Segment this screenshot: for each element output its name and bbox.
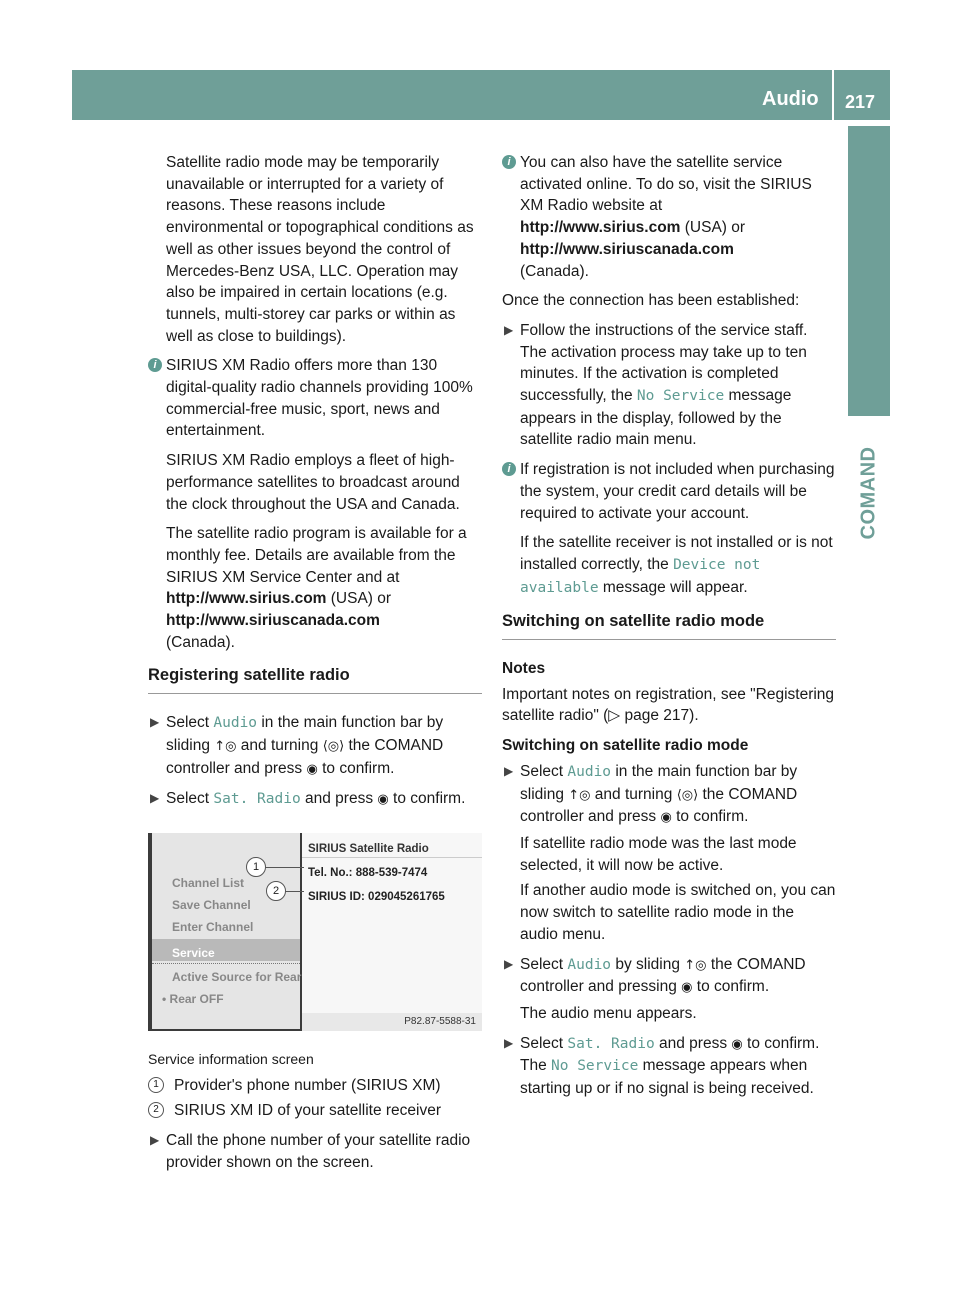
info-icon: i <box>502 155 516 169</box>
turn-icon: ⟨◎⟩ <box>322 738 345 754</box>
info-block-online: i You can also have the satellite service activated online. To do so, visit the SIRIUS XM Radio website at http://www.sirius.com (USA) or http://www.siriuscanada.com (Canada). <box>502 152 836 282</box>
callout-1: 1 <box>246 857 266 877</box>
menu-item-channel-list: Channel List <box>172 875 245 890</box>
screen-sirius-id: SIRIUS ID: 029045261765 <box>308 890 445 903</box>
info-icon: i <box>148 358 162 372</box>
press-icon: ◉ <box>681 980 693 996</box>
url-siriuscanada[interactable]: http://www.siriuscanada.com <box>520 240 734 258</box>
info-block-sirius <box>148 355 482 653</box>
step-call-provider: ▶ Call the phone number of your satellite radio provider shown on the screen. <box>150 1132 471 1171</box>
service-info-screen <box>148 833 482 1031</box>
notes-text: Important notes on registration, see "Registering satellite radio" (▷ page 217). <box>502 685 835 725</box>
menu-item-active-source: Active Source for Rear <box>172 969 302 984</box>
info-icon: i <box>502 462 516 476</box>
url-line: http://www.sirius.com (USA) or <box>166 590 392 608</box>
page-number: 217 <box>845 92 876 112</box>
info-block-registration: i If registration is not included when purchasing the system, your credit card details will be required to activate your account. If the satellite receiver is not installed or is not installed correctly, the Device not available message will appear. <box>502 459 836 599</box>
callout-line-2 <box>284 891 304 892</box>
paragraph-availability: Satellite radio mode may be temporarily unavailable or interrupted for a variety of reasons. These reasons include environmental or topographical conditions as well as other issues beyond the control of Mercedes-Benz USA, LLC. Operation may also be impaired in certain locations (e.g. tunnels, multi-storey car parks or within as well as close to buildings). <box>166 154 474 345</box>
side-tab <box>848 126 890 416</box>
legend-item-2: 2 SIRIUS XM ID of your satellite receiver <box>148 1100 482 1122</box>
heading-switching-on: Switching on satellite radio mode <box>502 611 836 640</box>
step-arrow-icon: ▶ <box>504 1035 514 1050</box>
paragraph-once-connected: Once the connection has been established: <box>502 292 800 310</box>
menu-item-rear-off: • Rear OFF <box>162 991 224 1006</box>
right-column <box>502 152 836 1108</box>
left-column <box>148 152 482 1182</box>
step-follow-instructions: ▶ Follow the instructions of the service staff. The activation process may take up to ten minutes. If the activation is completed successfully, the No Service message appears in the display, followed by the satellite radio main menu. <box>504 321 808 449</box>
step-select-audio-slide: ▶ Select Audio by sliding ↑◎ the COMAND controller and pressing ◉ to confirm. The audio menu appears. <box>504 955 806 1022</box>
callout-2: 2 <box>266 881 286 901</box>
section-title: Audio <box>762 88 819 110</box>
screen-title: SIRIUS Satellite Radio <box>308 842 429 855</box>
menu-item-service-selected: Service <box>152 939 300 961</box>
url-sirius[interactable]: http://www.sirius.com <box>166 590 327 608</box>
step-arrow-icon: ▶ <box>504 322 514 337</box>
step-arrow-icon: ▶ <box>150 715 160 730</box>
info-text: SIRIUS XM Radio employs a fleet of high-performance satellites to broadcast around the clock throughout the USA and Canada. <box>166 452 460 513</box>
info-text: The satellite radio program is available for a monthly fee. Details are available from the SIRIUS XM Service Center and at <box>166 525 467 586</box>
legend-item-1: 1 Provider's phone number (SIRIUS XM) <box>148 1075 482 1097</box>
side-label: COMAND <box>857 446 880 540</box>
sub-heading-switching-on: Switching on satellite radio mode <box>502 737 749 755</box>
screen-menu-panel <box>152 833 300 1029</box>
step-select-audio: ▶ Select Audio in the main function bar by sliding ↑◎ and turning ⟨◎⟩ the COMAND controller and press ◉ to confirm. <box>150 714 444 777</box>
press-icon: ◉ <box>731 1036 743 1052</box>
legend-number: 1 <box>148 1077 164 1093</box>
url-siriuscanada[interactable]: http://www.siriuscanada.com <box>166 612 380 630</box>
menu-item-enter-channel: Enter Channel <box>172 919 254 934</box>
press-icon: ◉ <box>660 810 672 826</box>
turn-icon: ⟨◎⟩ <box>676 787 699 803</box>
menu-item-save-channel: Save Channel <box>172 897 251 912</box>
info-text: SIRIUS XM Radio offers more than 130 digital-quality radio channels providing 100% commercial-free music, sport, news and entertainment. <box>166 357 473 440</box>
header-separator <box>832 70 834 120</box>
slide-up-icon: ↑◎ <box>214 738 237 754</box>
slide-up-icon: ↑◎ <box>568 787 591 803</box>
legend-number: 2 <box>148 1102 164 1118</box>
heading-registering: Registering satellite radio <box>148 665 482 694</box>
step-select-audio: ▶ Select Audio in the main function bar by sliding ↑◎ and turning ⟨◎⟩ the COMAND controller and press ◉ to confirm. If satellite radio mode was the last mode selected, it will now be active. If another audio mode is switched on, you can now switch to satellite radio mode in the audio menu. <box>504 762 836 943</box>
press-icon: ◉ <box>377 792 389 808</box>
step-arrow-icon: ▶ <box>504 956 514 971</box>
screen-divider <box>302 857 482 858</box>
canada-label: (Canada). <box>166 633 235 651</box>
figure-caption: Service information screen <box>148 1050 314 1067</box>
screen-image-code: P82.87-5588-31 <box>302 1013 482 1031</box>
menu-divider <box>152 963 300 964</box>
step-select-sat-radio: ▶ Select Sat. Radio and press ◉ to confirm. The No Service message appears when starting up or if no signal is being received. <box>504 1034 820 1098</box>
url-sirius[interactable]: http://www.sirius.com <box>520 219 681 237</box>
step-arrow-icon: ▶ <box>150 791 160 806</box>
press-icon: ◉ <box>306 761 318 777</box>
url-line: http://www.sirius.com (USA) or <box>520 219 746 237</box>
step-arrow-icon: ▶ <box>150 1133 160 1148</box>
step-select-sat-radio: ▶ Select Sat. Radio and press ◉ to confirm. <box>148 788 482 811</box>
slide-up-icon: ↑◎ <box>684 957 707 973</box>
screen-tel-number: Tel. No.: 888-539-7474 <box>308 866 428 879</box>
notes-title: Notes <box>502 660 546 678</box>
step-arrow-icon: ▶ <box>504 763 514 778</box>
canada-label: (Canada). <box>520 262 589 280</box>
callout-line-1 <box>264 867 304 868</box>
